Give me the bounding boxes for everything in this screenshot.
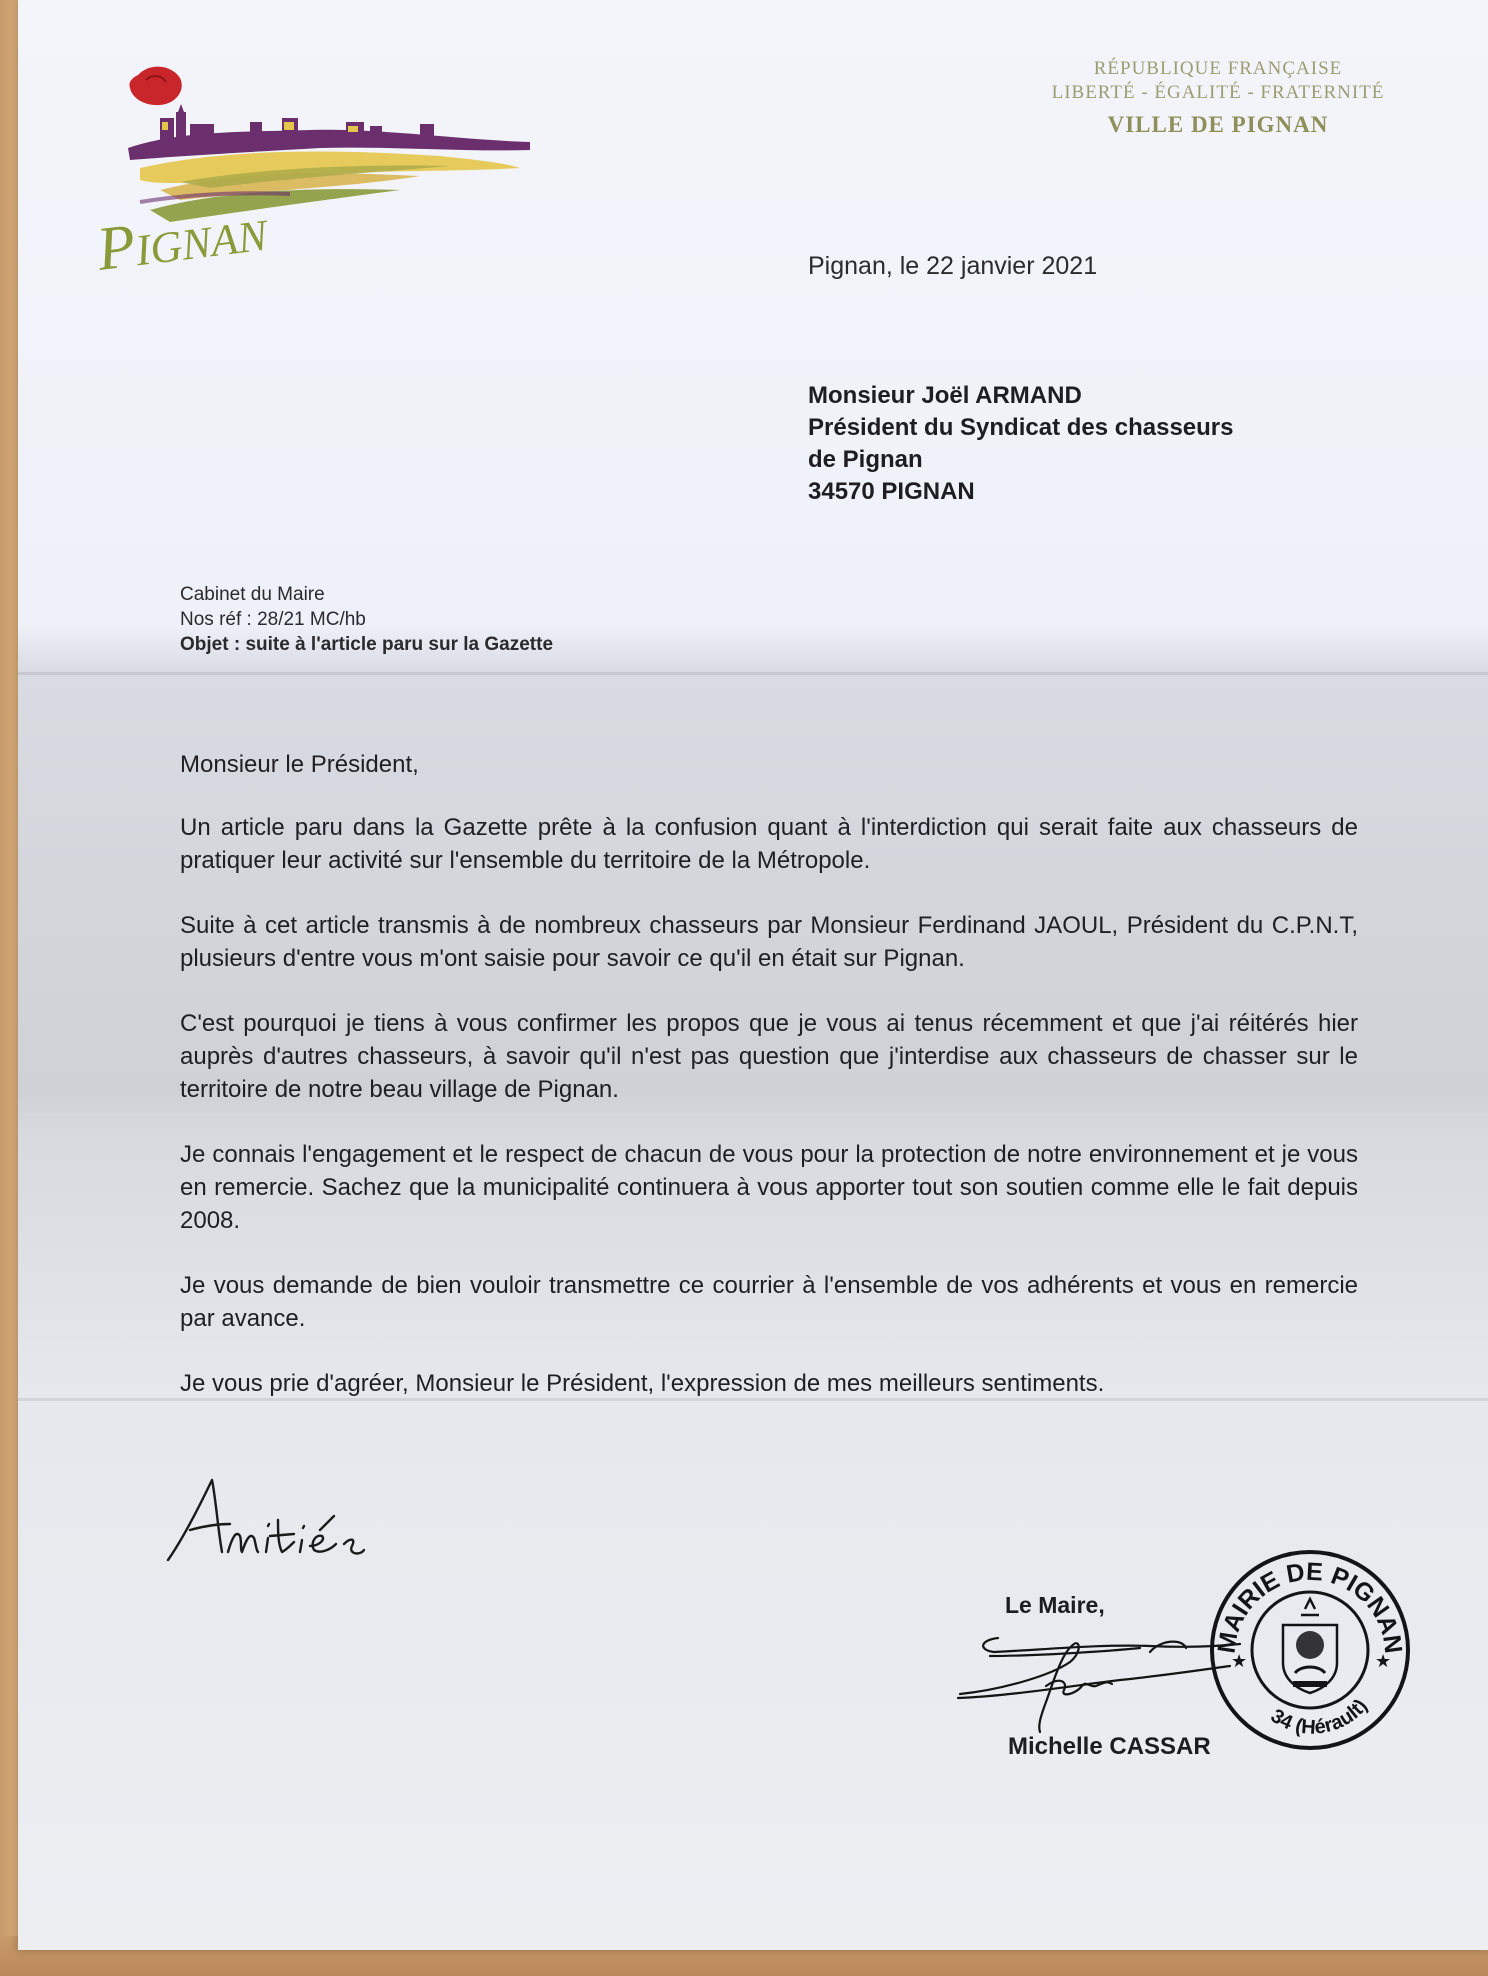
svg-text:PIGNAN: PIGNAN: [93, 210, 270, 284]
signatory-title: Le Maire,: [1005, 1592, 1105, 1618]
letter-body: [180, 748, 1358, 1432]
letter-date: Pignan, le 22 janvier 2021: [808, 252, 1098, 280]
signatory-name: Michelle CASSAR: [1008, 1733, 1211, 1760]
recipient-title-cont: de Pignan: [808, 446, 923, 473]
reference-line: Nos réf : 28/21 MC/hb: [180, 609, 366, 630]
fold-line-upper: [18, 672, 1488, 675]
paragraph: Je connais l'engagement et le respect de chacun de vous pour la protection de notre environnement et je vous en remercie. Sachez que la municipalité continuera à vous apporter tout son soutien comme elle le fait depuis 2008.: [180, 1141, 1358, 1234]
mairie-stamp: [1205, 1545, 1415, 1755]
paragraph: Un article paru dans la Gazette prête à la confusion quant à l'interdiction qui serait faite aux chasseurs de pratiquer leur activité sur l'ensemble du territoire de la Métropole.: [180, 814, 1358, 874]
republic-header: [1018, 58, 1418, 138]
paragraph: C'est pourquoi je tiens à vous confirmer les propos que je vous ai tenus récemment et que j'ai réitérés hier auprès d'autres chasseurs, à savoir qu'il n'est pas question que j'interdise aux chasseurs de chasser sur le territoire de notre beau village de Pignan.: [180, 1010, 1358, 1103]
subject-line: Objet : suite à l'article paru sur la Gazette: [180, 634, 554, 655]
recipient-city: 34570 PIGNAN: [808, 478, 975, 505]
letter-references: [180, 582, 553, 657]
city-name: VILLE DE PIGNAN: [1107, 112, 1329, 137]
paragraph: Suite à cet article transmis à de nombreux chasseurs par Monsieur Ferdinand JAOUL, Président du C.P.N.T, plusieurs d'entre vous m'ont saisie pour savoir ce qu'il en était sur Pignan.: [180, 912, 1358, 972]
paragraph: Je vous demande de bien vouloir transmettre ce courrier à l'ensemble de vos adhérents et vous en remercie par avance.: [180, 1272, 1358, 1332]
recipient-address: [808, 380, 1368, 508]
recipient-title: Président du Syndicat des chasseurs: [808, 414, 1234, 441]
svg-text:★: ★: [1375, 1651, 1392, 1672]
svg-text:34 (Hérault): 34 (Hérault): [1266, 1695, 1372, 1739]
cabinet-line: Cabinet du Maire: [180, 584, 325, 605]
pignan-logo: [93, 60, 540, 290]
recipient-name: Monsieur Joël ARMAND: [808, 382, 1082, 409]
svg-text:MAIRIE DE PIGNAN: MAIRIE DE PIGNAN: [1212, 1557, 1408, 1655]
handwritten-note: [160, 1460, 420, 1570]
salutation: Monsieur le Président,: [180, 751, 419, 778]
motto-line: LIBERTÉ - ÉGALITÉ - FRATERNITÉ: [1051, 82, 1385, 103]
republic-line: RÉPUBLIQUE FRANÇAISE: [1093, 58, 1343, 79]
closing-formula: Je vous prie d'agréer, Monsieur le Président, l'expression de mes meilleurs sentiments.: [180, 1370, 1105, 1397]
svg-text:★: ★: [1231, 1651, 1248, 1672]
